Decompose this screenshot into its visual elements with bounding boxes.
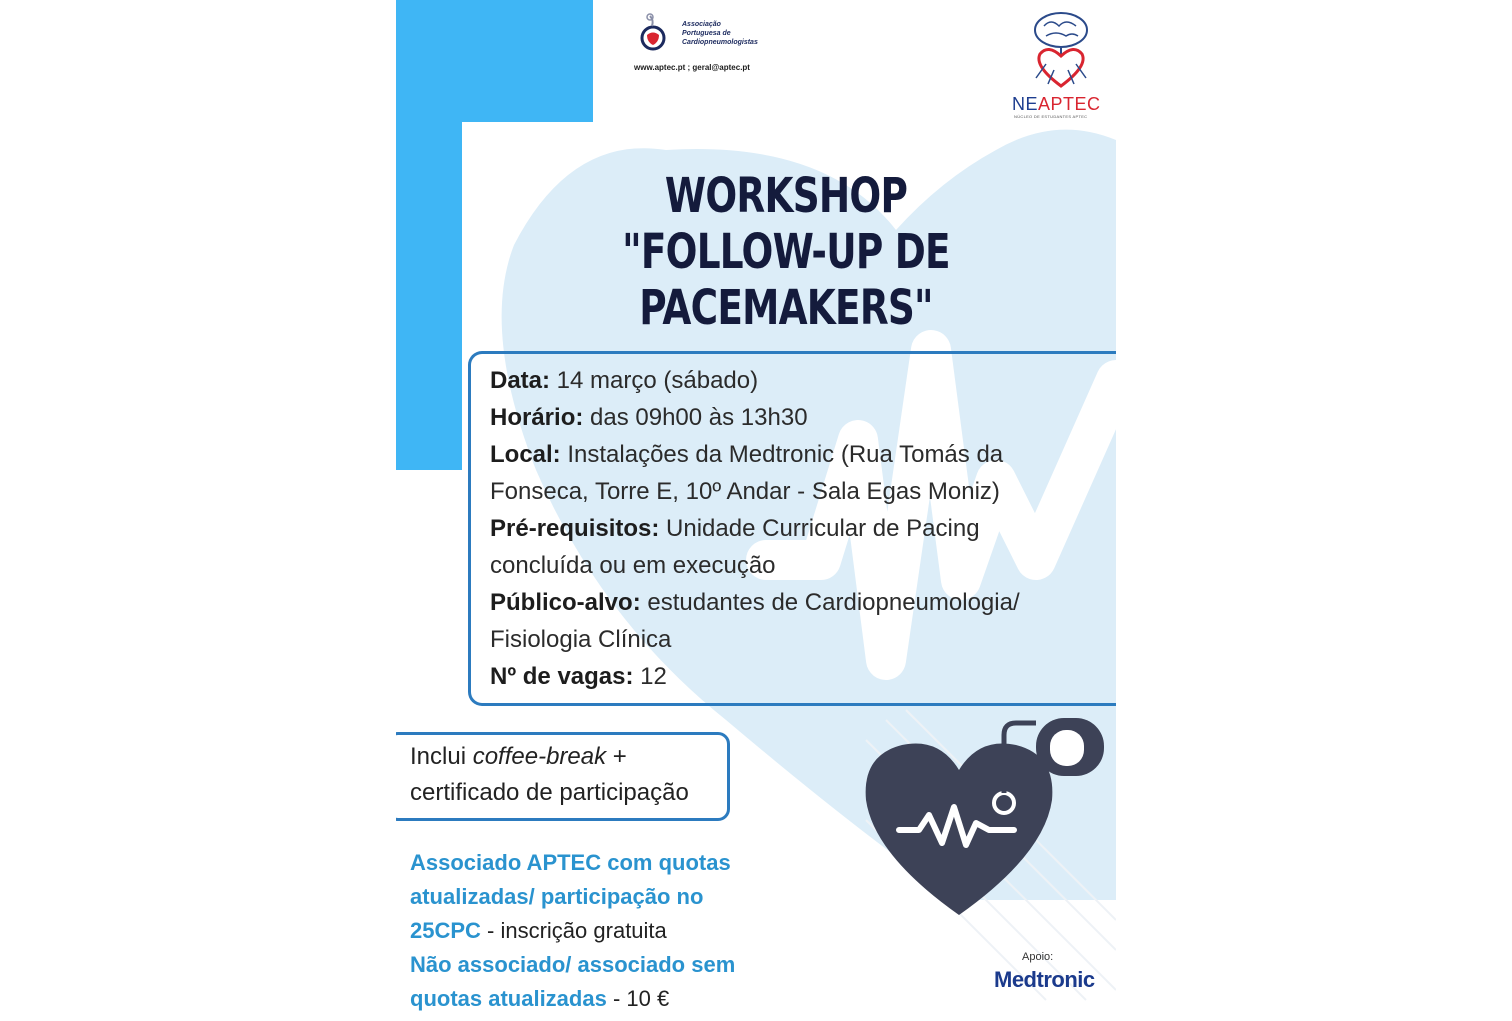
detail-location-cont: Fonseca, Torre E, 10º Andar - Sala Egas Moniz) bbox=[490, 478, 1000, 505]
pricing-nonassoc-2: quotas atualizadas bbox=[410, 986, 607, 1011]
location-label: Local: bbox=[490, 441, 561, 468]
workshop-title: WORKSHOP "FOLLOW-UP DE PACEMAKERS" bbox=[622, 168, 950, 336]
includes-coffee-break: coffee-break bbox=[472, 743, 607, 770]
audience-label: Público-alvo: bbox=[490, 589, 641, 616]
neaptec-ne: NE bbox=[1012, 94, 1039, 114]
neaptec-wordmark bbox=[1012, 94, 1101, 115]
includes-text bbox=[410, 739, 689, 811]
schedule-value: das 09h00 às 13h30 bbox=[583, 404, 808, 431]
aptec-name: Associação Portuguesa de Cardiopneumologistas bbox=[682, 21, 758, 46]
includes-prefix: Inclui bbox=[410, 743, 473, 770]
pricing-nonassoc-1: Não associado/ associado sem bbox=[410, 952, 736, 977]
neaptec-subtitle: NÚCLEO DE ESTUDANTES APTEC bbox=[1014, 114, 1088, 119]
neaptec-aptec: APTEC bbox=[1038, 94, 1101, 114]
audience-value-1: estudantes de Cardiopneumologia/ bbox=[640, 589, 1020, 616]
includes-line-1 bbox=[410, 739, 689, 775]
pricing-nonassoc-price: - 10 € bbox=[606, 986, 670, 1011]
date-value: 14 março (sábado) bbox=[550, 367, 759, 394]
pricing-assoc-2: atualizadas/ participação no bbox=[410, 884, 704, 909]
medtronic-logo: Medtronic bbox=[994, 967, 1095, 992]
detail-audience bbox=[490, 584, 1090, 621]
pricing-nonassoc-line bbox=[410, 982, 790, 1016]
detail-prereq-cont: concluída ou em execução bbox=[490, 552, 776, 579]
location-value-1: Instalações da Medtronic (Rua Tomás da bbox=[560, 441, 1004, 468]
pacemaker-heart-icon bbox=[864, 715, 1104, 930]
aptec-contacts: www.aptec.pt ; geral@aptec.pt bbox=[634, 63, 750, 72]
schedule-label: Horário: bbox=[490, 404, 584, 431]
prereq-label: Pré-requisitos: bbox=[490, 515, 660, 542]
prereq-value-1: Unidade Curricular de Pacing bbox=[659, 515, 980, 542]
neaptec-brain-heart-icon bbox=[1026, 8, 1096, 90]
seats-label: Nº de vagas: bbox=[490, 663, 634, 690]
includes-suffix: + bbox=[606, 743, 627, 770]
detail-schedule bbox=[490, 399, 1090, 436]
detail-seats bbox=[490, 658, 1090, 695]
seats-value: 12 bbox=[633, 663, 667, 690]
apoio-label: Apoio: bbox=[1022, 951, 1054, 963]
pricing-assoc-3: 25CPC bbox=[410, 918, 481, 943]
detail-location bbox=[490, 436, 1090, 473]
includes-line-2: certificado de participação bbox=[410, 779, 689, 806]
workshop-poster bbox=[396, 0, 1116, 1021]
pricing-assoc-1: Associado APTEC com quotas bbox=[410, 850, 731, 875]
detail-audience-cont: Fisiologia Clínica bbox=[490, 626, 672, 653]
detail-prereq bbox=[490, 510, 1090, 547]
pricing-info bbox=[410, 846, 790, 1016]
details-list bbox=[490, 362, 1090, 695]
pricing-assoc-3-line bbox=[410, 914, 790, 948]
date-label: Data: bbox=[490, 367, 551, 394]
pricing-assoc-price: - inscrição gratuita bbox=[480, 918, 667, 943]
detail-date bbox=[490, 362, 1090, 399]
